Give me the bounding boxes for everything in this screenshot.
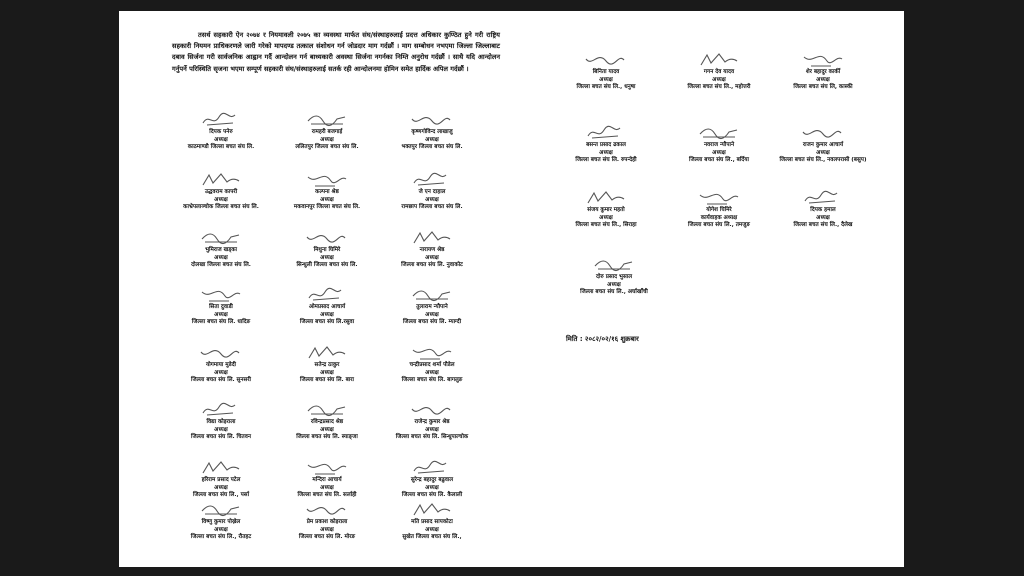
signatory-name: कल्पना श्रेष्ठ <box>315 189 339 195</box>
signature-scribble <box>199 401 243 418</box>
signature-scribble <box>410 286 454 303</box>
signatory-name: बिनिता यादव <box>592 69 620 75</box>
signatory-org: जिल्ला बचत संघ लि., दैलेख <box>793 222 853 229</box>
signatory-org: जिल्ला बचत संघ लि., महोत्तरी <box>687 84 751 91</box>
signatory-block <box>273 286 381 327</box>
signatory-org: जिल्ला बचत संघ लि., पर्सा <box>192 492 250 499</box>
signatory-title: अध्यक्ष <box>425 369 439 376</box>
signatory-title: अध्यक्ष <box>816 149 830 156</box>
signatory-block <box>665 51 773 92</box>
signatory-name: हरिराम प्रसाद पटेल <box>201 477 241 483</box>
signatory-title: अध्यक्ष <box>712 76 726 83</box>
signatory-org: जिल्ला बचत संघ लि. रुपन्देही <box>575 157 637 164</box>
signatory-name: मिथुना घिमिरे <box>313 247 341 253</box>
signatory-name: उद्धवराम कापरी <box>204 189 238 195</box>
signatory-title: अध्यक्ष <box>425 311 439 318</box>
signatory-name: तुलाराम न्यौपाने <box>416 304 448 310</box>
signatory-name: गगन देव यादव <box>703 69 735 75</box>
signatory-org: जिल्ला बचत संघ लि., रौतहट <box>190 534 252 541</box>
signatory-org: जिल्ला बचत संघ लि., बर्दिया <box>689 157 749 164</box>
signatory-block <box>560 256 668 297</box>
signatory-name: सुरेन्द्र बहादुर बढुवाल <box>410 477 454 483</box>
signatory-title: अध्यक्ष <box>607 281 621 288</box>
signatory-org: जिल्ला बचत संघ लि. मोरङ <box>298 534 356 541</box>
signatory-org: जिल्ला बचत संघ लि., तमजुङ <box>688 222 750 229</box>
signatory-name: दिपक हमाल <box>810 207 836 213</box>
signatory-block <box>378 111 486 152</box>
signatory-block <box>378 401 486 442</box>
signatory-name: विद्या कोइराला <box>206 419 236 425</box>
signatory-name: सिता दुवाडी <box>209 304 233 310</box>
signatory-block <box>273 501 381 542</box>
signature-scribble <box>199 501 243 518</box>
signatory-name: रामहरी बजगाई <box>311 129 343 135</box>
signatory-block <box>167 459 275 500</box>
signatory-name: राजन कुमार आचार्य <box>802 142 844 148</box>
signatory-org: काभ्रेपलाञ्चोक जिल्ला बचत संघ लि. <box>183 204 259 211</box>
signatory-title: अध्यक्ष <box>816 214 830 221</box>
signatory-title: अध्यक्ष <box>214 369 228 376</box>
signatory-block <box>378 229 486 270</box>
signatory-title: अध्यक्ष <box>425 254 439 261</box>
signatory-org: जिल्ला बचत संघ लि. बारा <box>300 377 354 384</box>
signature-scribble <box>410 459 454 476</box>
signatory-name: कृष्णगोविन्द लाखाजु <box>411 129 453 135</box>
signatory-name: मति प्रसाद सापकोटा <box>411 519 453 525</box>
signature-scribble <box>410 171 454 188</box>
signatory-block <box>665 189 773 230</box>
signatory-org: भक्तपुर जिल्ला बचत संघ लि. <box>401 144 463 151</box>
signature-scribble <box>199 171 243 188</box>
signatory-org: ललितपुर जिल्ला बचत संघ लि. <box>295 144 359 151</box>
signatory-block <box>378 286 486 327</box>
signatory-title: अध्यक्ष <box>320 136 334 143</box>
signatory-block <box>273 111 381 152</box>
signature-scribble <box>305 171 349 188</box>
signature-scribble <box>801 124 845 141</box>
signatory-title: अध्यक्ष <box>214 526 228 533</box>
signatory-block <box>665 124 773 165</box>
signatory-title: अध्यक्ष <box>214 484 228 491</box>
signature-scribble <box>305 459 349 476</box>
signatory-title: अध्यक्ष <box>214 311 228 318</box>
signatory-title: अध्यक्ष <box>320 311 334 318</box>
signatory-name: संजय कुमार महतो <box>587 207 625 213</box>
signatory-org: जिल्ला बचत संघ लि., अर्घाखाँची <box>580 289 648 296</box>
signatory-org: जिल्ला बचत संघ लि.रसुवा <box>299 319 355 326</box>
signature-scribble <box>410 401 454 418</box>
signatory-name: राजेन्द्र कुमार श्रेष्ठ <box>414 419 450 425</box>
signatory-block <box>378 501 486 542</box>
signatory-block <box>378 171 486 212</box>
signatory-org: जिल्ला बचत संघ लि. सिन्धुपाल्चोक <box>395 434 469 441</box>
signatory-title: अध्यक्ष <box>320 254 334 261</box>
signatory-name: ओमप्रसाद आचार्य <box>308 304 346 310</box>
signature-scribble <box>305 111 349 128</box>
signatory-block <box>167 344 275 385</box>
signatory-block <box>769 124 877 165</box>
signatory-block <box>769 189 877 230</box>
signatory-title: अध्यक्ष <box>320 484 334 491</box>
signature-scribble <box>199 459 243 476</box>
signatory-org: काठमाण्डौ जिल्ला बचत संघ लि. <box>187 144 255 151</box>
signatory-block <box>167 111 275 152</box>
signature-scribble <box>697 189 741 206</box>
signature-scribble <box>410 344 454 361</box>
signatory-org: जिल्ला बचत संघ लि., धनुषा <box>576 84 636 91</box>
signatory-title: अध्यक्ष <box>712 149 726 156</box>
body-paragraph: तसर्थ सहकारी ऐन २०७४ र नियमावली २०७५ का व्यवस्था मार्फत संघ/संस्थाहरुलाई प्रदत्त अधिकार कुण्ठित हुने गरी राष्ट्रिय सहकारी नियमन प्राधिकरणले जारी गरेको मापदण्ड तत्काल संशोधन गर्न जोडदार माग गर्दछौं । माग सम्बोधन नभएमा जिल्ला जिल्लाबाट दबाव सिर्जना गरी सार्वजनिक आह्वान गर्दै आन्दोलन गर्न बाध्यकारी अवस्था सिर्जना नगर्नका निम्ति अनुरोध गर्दछौं । साथै यदि आन्दोलन गर्नुपर्ने परिस्थिति सृजना भएमा सम्पूर्ण सहकारी संघ/संस्थाहरुलाई सतर्क रही आन्दोलनमा होमिन समेत हार्दिक अपिल गर्दछौं । <box>172 31 500 73</box>
signature-scribble <box>305 286 349 303</box>
signatory-org: रामछाप जिल्ला बचत संघ लि. <box>401 204 463 211</box>
signatory-block <box>167 286 275 327</box>
signatory-name: भुमिराज खड्का <box>205 247 237 253</box>
signature-scribble <box>410 111 454 128</box>
signatory-block <box>552 189 660 230</box>
signatory-org: जिल्ला बचत संघ लि, कास्की <box>793 84 853 91</box>
signatory-block <box>167 501 275 542</box>
signatory-title: अध्यक्ष <box>214 136 228 143</box>
signature-scribble <box>592 256 636 273</box>
signatory-title: अध्यक्ष <box>320 369 334 376</box>
signatory-block <box>378 344 486 385</box>
signatory-title: अध्यक्ष <box>214 254 228 261</box>
signature-scribble <box>305 229 349 246</box>
signature-scribble <box>801 51 845 68</box>
signatory-org: सुखेत जिल्ला बचत संघ लि., <box>402 534 462 541</box>
signature-scribble <box>410 229 454 246</box>
signatory-name: प्रेम प्रकाश कोइराला <box>306 519 348 525</box>
signatory-name: नवराज न्यौपाने <box>703 142 735 148</box>
signatory-title: अध्यक्ष <box>320 526 334 533</box>
signatory-name: योगमाया मुडेदी <box>205 362 237 368</box>
signatory-name: दिपक पनेरु <box>209 129 233 135</box>
signatory-org: मकवानपुर जिल्ला बचत संघ लि. <box>293 204 361 211</box>
signature-scribble <box>305 344 349 361</box>
signatory-org: जिल्ला बचत संघ लि. सर्लाही <box>297 492 357 499</box>
signature-scribble <box>199 344 243 361</box>
signatory-block <box>167 401 275 442</box>
signature-scribble <box>199 229 243 246</box>
signature-scribble <box>199 286 243 303</box>
signatory-title: अध्यक्ष <box>320 426 334 433</box>
signatory-title: अध्यक्ष <box>425 196 439 203</box>
signatory-name: जे एन दाहाल <box>418 189 446 195</box>
signatory-org: जिल्ला बचत संघ लि. बागलुङ <box>401 377 463 384</box>
signatory-title: अध्यक्ष <box>599 149 613 156</box>
signatory-org: जिल्ला बचत संघ लि. म्याग्दी <box>402 319 462 326</box>
signatory-block <box>552 124 660 165</box>
signatory-org: जिल्ला बचत संघ लि. नुवाकोट <box>401 262 463 269</box>
signatory-org: दोलखा जिल्ला बचत संघ लि. <box>191 262 251 269</box>
signature-scribble <box>697 51 741 68</box>
signatory-org: जिल्ला बचत संघ लि., सिराहा <box>575 222 637 229</box>
signatory-block <box>769 51 877 92</box>
signatory-name: सतेन्द्र ठाकुर <box>314 362 340 368</box>
signatory-title: कार्यवाहक अध्यक्ष <box>700 214 738 221</box>
signatory-title: अध्यक्ष <box>425 426 439 433</box>
signatory-title: अध्यक्ष <box>425 136 439 143</box>
signature-scribble <box>199 111 243 128</box>
signatory-title: अध्यक्ष <box>425 526 439 533</box>
signature-scribble <box>697 124 741 141</box>
signatory-block <box>273 229 381 270</box>
signatory-name: विष्णु कुमार पोख्रेल <box>201 519 241 525</box>
signatory-org: जिल्ला बचत संघ लि., नवलपरासी (बसुप) <box>779 157 867 164</box>
signatory-block <box>273 459 381 500</box>
signatory-title: अध्यक्ष <box>425 484 439 491</box>
signatory-name: रविन्द्रप्रसाद श्रेष्ठ <box>310 419 344 425</box>
signatory-name: दोरु प्रसाद भुसाल <box>596 274 632 280</box>
signatory-name: चन्द्रीप्रसाद शर्मा पौडेल <box>409 362 455 368</box>
signature-scribble <box>584 51 628 68</box>
signatory-name: बसन्त प्रसाद ढकाल <box>586 142 626 148</box>
signatory-org: सिन्धुली जिल्ला बचत संघ लि. <box>296 262 358 269</box>
signatory-name: नारायण श्रेष्ठ <box>419 247 445 253</box>
signatory-title: अध्यक्ष <box>599 76 613 83</box>
date-line: मिति : २०८२/०२/१६ शुक्रबार <box>566 335 639 343</box>
signatory-title: अध्यक्ष <box>599 214 613 221</box>
signature-scribble <box>584 189 628 206</box>
signatory-name: मन्दिरा आचार्य <box>312 477 342 483</box>
document-page <box>119 11 904 567</box>
signatory-org: जिल्ला बचत संघ लि. कैलाली <box>401 492 463 499</box>
signature-scribble <box>305 501 349 518</box>
signatory-name: योगेश घिमिरे <box>706 207 732 213</box>
signatory-block <box>167 229 275 270</box>
signatory-block <box>378 459 486 500</box>
signatory-org: जिल्ला बचत संघ लि. सुनसरी <box>191 377 251 384</box>
signature-scribble <box>584 124 628 141</box>
signatory-org: जिल्ला बचत संघ लि. स्याङ्जा <box>296 434 358 441</box>
signatory-block <box>273 171 381 212</box>
signatory-title: अध्यक्ष <box>320 196 334 203</box>
signatory-block <box>552 51 660 92</box>
signature-scribble <box>305 401 349 418</box>
signature-scribble <box>410 501 454 518</box>
signatory-title: अध्यक्ष <box>214 196 228 203</box>
signatory-name: शेर बहादुर कार्की <box>805 69 841 75</box>
signatory-title: अध्यक्ष <box>816 76 830 83</box>
signatory-block <box>167 171 275 212</box>
signature-scribble <box>801 189 845 206</box>
signatory-org: जिल्ला बचत संघ लि. चितवन <box>191 434 251 441</box>
signatory-org: जिल्ला बचत संघ लि. धादिङ <box>191 319 251 326</box>
signatory-block <box>273 401 381 442</box>
signatory-title: अध्यक्ष <box>214 426 228 433</box>
signatory-block <box>273 344 381 385</box>
